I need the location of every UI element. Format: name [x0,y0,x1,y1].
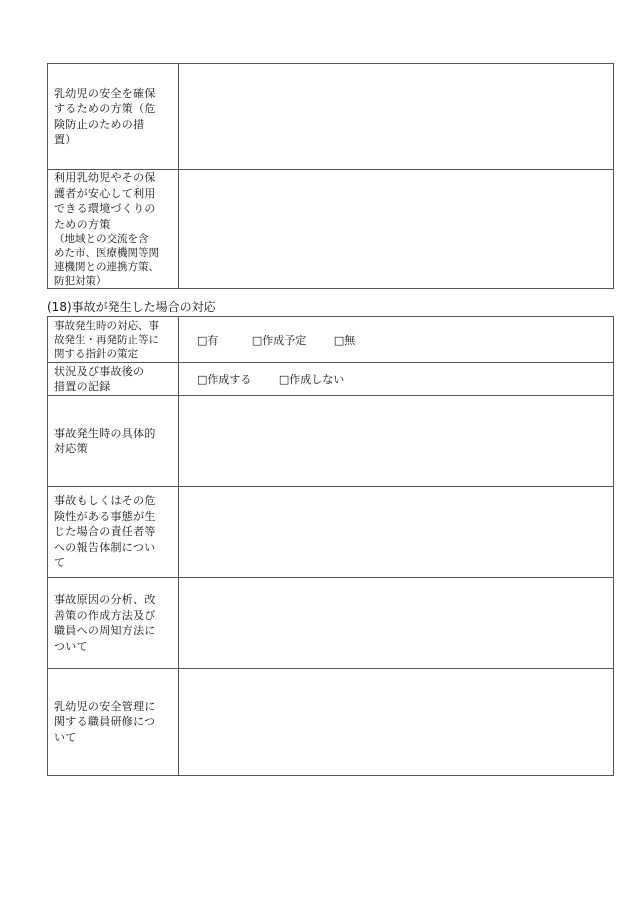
label-line: 事故発生時の対応、事 [54,319,159,332]
environment-measures-input[interactable] [179,170,614,289]
label-line: て [54,556,66,570]
label-line: 事故発生時の具体的 [54,426,156,440]
label-line: 善策の作成方法及び [54,608,156,622]
label-line: 事故原因の分析、改 [54,593,156,606]
label-line: 乳幼児の安全管理に [54,699,156,713]
table-row [48,578,614,669]
accident-response-table [47,316,614,776]
label-line: めた市、医療機関等関 [54,247,159,259]
staff-training-label [48,669,179,776]
label-line: 防犯対策） [54,275,107,287]
reporting-system-input[interactable] [179,487,614,578]
table-row [48,170,614,289]
label-line: 護者が安心して利用 [54,186,156,200]
label-line: 乳幼児の安全を確保 [54,86,156,100]
cause-analysis-input[interactable] [179,578,614,669]
label-line: 状況及び事故後の [54,364,145,378]
response-measures-label [48,396,179,487]
label-line: 利用乳幼児やその保 [54,171,156,184]
table-row [48,363,614,396]
label-line: ついて [54,639,88,653]
label-line: 対応策 [54,442,88,455]
table-row [48,396,614,487]
label-line: 険防止のための措 [54,117,145,131]
record-label [48,363,179,396]
section-title: (18)事故が発生した場合の対応 [47,300,216,314]
label-line: じた場合の責任者等 [54,525,156,539]
label-line: 職員への周知方法に [54,624,156,637]
option-planned-checkbox[interactable]: □作成予定 [251,333,307,347]
record-options [179,363,614,396]
label-line: 置） [54,133,77,146]
label-line: 連機関との連携方策、 [54,261,159,273]
label-line: 事故もしくはその危 [54,494,156,508]
table-row [48,64,614,170]
option-yes-checkbox[interactable]: □有 [197,333,219,347]
table-row [48,487,614,578]
cause-analysis-label [48,578,179,669]
reporting-system-label [48,487,179,578]
response-measures-input[interactable] [179,396,614,487]
label-line: いて [54,730,77,744]
label-line: するための方策（危 [54,102,156,115]
option-no-checkbox[interactable]: □無 [333,333,356,347]
option-create-checkbox[interactable]: □作成する [197,373,252,386]
label-line: 関する職員研修につ [54,715,156,729]
label-line: 故発生・再発防止等に [54,333,159,346]
safety-measures-label [48,64,179,170]
option-not-create-checkbox[interactable]: □作成しない [278,373,345,386]
staff-training-input[interactable] [179,669,614,776]
table-row [48,669,614,776]
policy-label [48,317,179,363]
policy-options [179,317,614,363]
label-line: 険性がある事態が生 [54,509,156,523]
label-line: （地域との交流を含 [54,233,149,245]
label-line: ための方策 [54,217,111,231]
facility-safety-table [47,63,614,289]
label-line: 措置の記録 [54,380,111,393]
label-line: への報告体制につい [54,540,156,554]
environment-measures-label [48,170,179,289]
safety-measures-input[interactable] [179,64,614,170]
label-line: できる環境づくりの [54,202,156,215]
label-line: 関する指針の策定 [54,347,138,360]
table-row [48,317,614,363]
